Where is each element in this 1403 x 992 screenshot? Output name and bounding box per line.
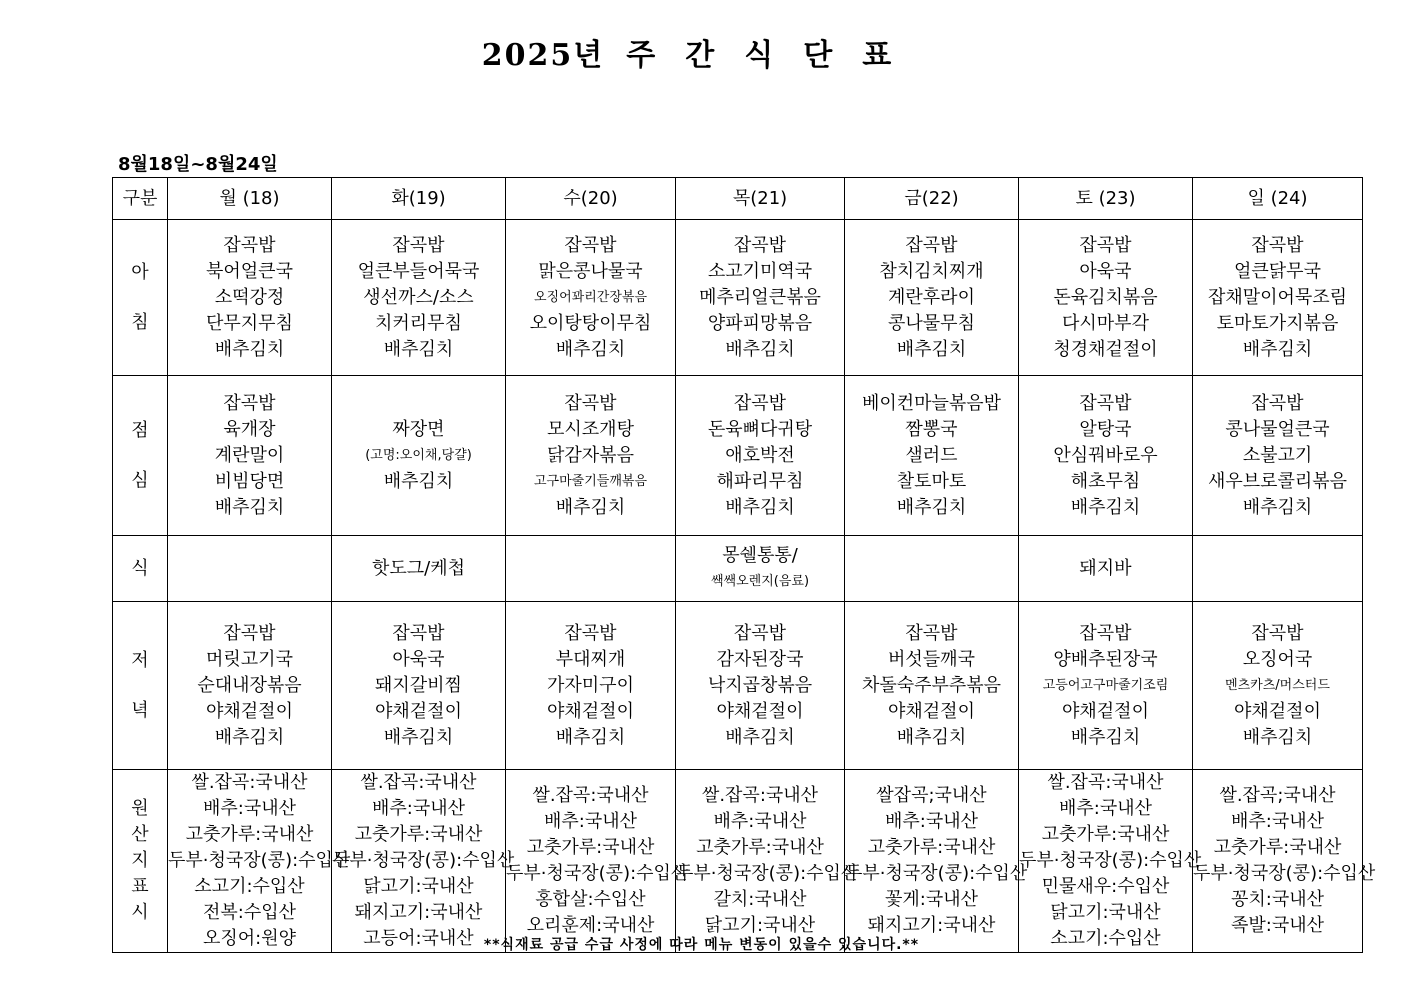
menu-item: 잡곡밥 xyxy=(905,622,958,644)
menu-item: 아욱국 xyxy=(1079,260,1132,282)
breakfast-cell-fri xyxy=(845,220,1019,376)
page-title xyxy=(0,30,1403,74)
dinner-cell-wed xyxy=(506,602,676,770)
menu-item: 감자된장국 xyxy=(716,648,804,670)
menu-item: 해초무침 xyxy=(1070,470,1141,492)
menu-item: 안심꿔바로우 xyxy=(1053,444,1158,466)
menu-item: 야채겉절이 xyxy=(888,700,975,722)
menu-item: 참치김치찌개 xyxy=(879,260,984,282)
origin-item: 돼지고기:국내산 xyxy=(354,902,483,923)
menu-item: 차돌숙주부추볶음 xyxy=(861,674,1002,696)
day-header-tue: 화(19) xyxy=(332,178,506,220)
snack-cell-sun xyxy=(1193,536,1363,602)
menu-item: 야채겉절이 xyxy=(1062,700,1149,722)
origin-item: 돼지고기:국내산 xyxy=(867,915,996,936)
title-year: 2025년 xyxy=(481,38,605,73)
origin-cell-thu xyxy=(676,770,859,953)
lunch-cell-fri xyxy=(845,376,1019,536)
menu-item: 잡곡밥 xyxy=(733,622,787,644)
menu-period: 8월18일~8월24일 xyxy=(118,154,278,175)
breakfast-label-1: 아 xyxy=(131,261,149,283)
menu-item: 양파피망볶음 xyxy=(707,312,813,334)
menu-item: 잡곡밥 xyxy=(223,622,276,644)
breakfast-cell-thu xyxy=(676,220,845,376)
lunch-label xyxy=(113,376,168,536)
menu-item: 배추김치 xyxy=(214,726,285,748)
menu-item: 오징어국 xyxy=(1242,648,1313,670)
origin-item: 고춧가루:국내산 xyxy=(1041,824,1170,845)
menu-item: 고구마줄기들깨볶음 xyxy=(533,473,648,489)
origin-item: 족발:국내산 xyxy=(1230,915,1324,936)
menu-item: 새우브로콜리볶음 xyxy=(1207,470,1348,492)
origin-item: 고춧가루:국내산 xyxy=(696,837,824,858)
menu-item: 돈육김치볶음 xyxy=(1053,286,1158,308)
origin-row xyxy=(113,770,1363,953)
menu-item: 야채겉절이 xyxy=(716,700,804,722)
origin-cell-sun xyxy=(1193,770,1376,953)
origin-item: 두부·청국장(콩):수입산 xyxy=(1019,850,1202,871)
menu-item: 샐러드 xyxy=(905,444,958,466)
origin-item: 닭고기:국내산 xyxy=(704,915,816,936)
menu-item: 맑은콩나물국 xyxy=(538,260,643,282)
menu-item: 배추김치 xyxy=(896,726,967,748)
origin-item: 고춧가루:국내산 xyxy=(867,837,996,858)
menu-item: 알탕국 xyxy=(1079,418,1132,440)
snack-cell-thu xyxy=(676,536,845,602)
menu-item: 잡곡밥 xyxy=(223,234,276,256)
origin-item: 쌀.잡곡:국내산 xyxy=(360,772,477,793)
menu-item: 잡채말이어묵조림 xyxy=(1207,286,1348,308)
menu-item: 배추김치 xyxy=(214,496,285,518)
menu-item: 잡곡밥 xyxy=(392,622,445,644)
menu-item: 북어얼큰국 xyxy=(206,260,293,282)
menu-item: 잡곡밥 xyxy=(733,234,787,256)
menu-item: 몽쉘통통/ xyxy=(722,544,798,566)
origin-item: 오징어:원양 xyxy=(202,928,296,949)
menu-item: 단무지무침 xyxy=(206,312,293,334)
menu-item: 배추김치 xyxy=(896,496,967,518)
menu-item: 야채겉절이 xyxy=(375,700,462,722)
dinner-row xyxy=(113,602,1363,770)
dinner-label xyxy=(113,602,168,770)
origin-cell-mon xyxy=(168,770,351,953)
breakfast-cell-mon xyxy=(168,220,332,376)
origin-item: 갈치:국내산 xyxy=(713,889,807,910)
lunch-row xyxy=(113,376,1363,536)
menu-item: 머릿고기국 xyxy=(206,648,293,670)
origin-item: 쌀.잡곡;국내산 xyxy=(1219,785,1336,806)
snack-cell-sat xyxy=(1019,536,1193,602)
lunch-label-2: 심 xyxy=(131,469,149,491)
day-header-sun: 일 (24) xyxy=(1193,178,1363,220)
origin-item: 고춧가루:국내산 xyxy=(185,824,314,845)
origin-item: 고춧가루:국내산 xyxy=(526,837,655,858)
menu-item: 배추김치 xyxy=(1242,338,1313,360)
menu-item: 계란말이 xyxy=(214,444,285,466)
snack-cell-wed xyxy=(506,536,676,602)
origin-label-3: 지 xyxy=(131,850,149,871)
menu-item: 배추김치 xyxy=(1242,496,1313,518)
menu-item: 배추김치 xyxy=(725,726,795,748)
day-header-thu: 목(21) xyxy=(676,178,845,220)
lunch-cell-sun xyxy=(1193,376,1363,536)
lunch-cell-mon xyxy=(168,376,332,536)
dinner-cell-sun xyxy=(1193,602,1363,770)
dinner-cell-sat xyxy=(1019,602,1193,770)
breakfast-cell-sat xyxy=(1019,220,1193,376)
menu-item: 계란후라이 xyxy=(888,286,975,308)
menu-item: 배추김치 xyxy=(214,338,285,360)
menu-item: 해파리무침 xyxy=(716,470,804,492)
menu-item: 순대내장볶음 xyxy=(197,674,302,696)
menu-item: 배추김치 xyxy=(725,338,795,360)
breakfast-label-2: 침 xyxy=(131,311,149,333)
menu-item: 배추김치 xyxy=(555,338,626,360)
lunch-cell-sat xyxy=(1019,376,1193,536)
origin-item: 배추:국내산 xyxy=(202,798,296,819)
breakfast-cell-tue xyxy=(332,220,506,376)
menu-item: 배추김치 xyxy=(555,726,626,748)
dinner-cell-mon xyxy=(168,602,332,770)
menu-item: 소불고기 xyxy=(1242,444,1313,466)
breakfast-cell-wed xyxy=(506,220,676,376)
menu-item: 잡곡밥 xyxy=(1251,392,1304,414)
menu-item: 고등어고구마줄기조림 xyxy=(1042,677,1169,693)
menu-item: 잡곡밥 xyxy=(223,392,276,414)
origin-item: 두부·청국장(콩):수입산 xyxy=(676,863,859,884)
menu-item: 찰토마토 xyxy=(896,470,967,492)
menu-item: 소고기미역국 xyxy=(707,260,813,282)
origin-cell-fri xyxy=(845,770,1028,953)
origin-item: 닭고기:국내산 xyxy=(1050,902,1161,923)
menu-item: 야채겉절이 xyxy=(1234,700,1321,722)
origin-item: 쌀.잡곡:국내산 xyxy=(532,785,649,806)
menu-item: 부대찌개 xyxy=(555,648,626,670)
origin-item: 배추:국내산 xyxy=(884,811,978,832)
menu-item: 가자미구이 xyxy=(547,674,634,696)
origin-item: 두부·청국장(콩):수입산 xyxy=(1193,863,1376,884)
menu-item: 돈육뼈다귀탕 xyxy=(707,418,813,440)
origin-cell-sat xyxy=(1019,770,1202,953)
menu-item: 청경채겉절이 xyxy=(1053,338,1158,360)
corner-label: 구분 xyxy=(113,178,168,220)
day-header-fri: 금(22) xyxy=(845,178,1019,220)
menu-item: 베이컨마늘볶음밥 xyxy=(861,392,1002,414)
menu-item: 오이탕탕이무침 xyxy=(529,312,652,334)
menu-item: 잡곡밥 xyxy=(392,234,445,256)
menu-item: 소떡강정 xyxy=(214,286,285,308)
snack-label-1: 식 xyxy=(131,557,149,579)
lunch-cell-thu xyxy=(676,376,845,536)
menu-item: 잡곡밥 xyxy=(1251,622,1304,644)
menu-item: 육개장 xyxy=(223,418,276,440)
menu-item: 얼큰닭무국 xyxy=(1234,260,1321,282)
origin-item: 닭고기:국내산 xyxy=(363,876,474,897)
menu-item: 잡곡밥 xyxy=(733,392,787,414)
lunch-cell-tue xyxy=(332,376,506,536)
breakfast-label xyxy=(113,220,168,376)
origin-item: 배추:국내산 xyxy=(1058,798,1152,819)
origin-item: 고춧가루:국내산 xyxy=(354,824,483,845)
breakfast-cell-sun xyxy=(1193,220,1363,376)
origin-label xyxy=(113,770,168,953)
origin-item: 민물새우:수입산 xyxy=(1041,876,1170,897)
menu-item: 배추김치 xyxy=(383,726,454,748)
origin-item: 홍합살:수입산 xyxy=(535,889,646,910)
origin-item: 소고기:수입산 xyxy=(194,876,305,897)
menu-item: 토마토가지볶음 xyxy=(1216,312,1339,334)
menu-item: 얼큰부들어묵국 xyxy=(357,260,480,282)
origin-item: 두부·청국장(콩):수입산 xyxy=(168,850,351,871)
origin-label-4: 표 xyxy=(131,876,149,897)
menu-item: 잡곡밥 xyxy=(564,392,617,414)
weekly-menu-table xyxy=(112,177,1376,953)
dinner-cell-thu xyxy=(676,602,845,770)
day-header-wed: 수(20) xyxy=(506,178,676,220)
dinner-cell-fri xyxy=(845,602,1019,770)
snack-cell-tue xyxy=(332,536,506,602)
dinner-label-1: 저 xyxy=(131,649,149,671)
snack-cell-mon xyxy=(168,536,332,602)
origin-item: 두부·청국장(콩):수입산 xyxy=(845,863,1028,884)
header-row xyxy=(113,178,1363,220)
origin-label-1: 원 xyxy=(131,798,149,819)
menu-item: 아욱국 xyxy=(392,648,445,670)
dinner-cell-tue xyxy=(332,602,506,770)
origin-item: 오리훈제:국내산 xyxy=(526,915,655,936)
breakfast-row xyxy=(113,220,1363,376)
menu-item: 비빔당면 xyxy=(214,470,285,492)
menu-item: 모시조개탕 xyxy=(547,418,634,440)
menu-item: 돼지갈비찜 xyxy=(375,674,462,696)
menu-item: 잡곡밥 xyxy=(564,622,617,644)
menu-item: 버섯들깨국 xyxy=(888,648,975,670)
menu-item: 배추김치 xyxy=(725,496,795,518)
menu-item: 치커리무침 xyxy=(375,312,462,334)
menu-item: 양배추된장국 xyxy=(1053,648,1158,670)
origin-item: 쌀.잡곡:국내산 xyxy=(1047,772,1164,793)
origin-label-2: 산 xyxy=(131,824,149,845)
origin-cell-tue xyxy=(332,770,515,953)
menu-item: 잡곡밥 xyxy=(1079,234,1132,256)
menu-item: 잡곡밥 xyxy=(1079,622,1132,644)
menu-item: 배추김치 xyxy=(383,470,454,492)
origin-item: 배추:국내산 xyxy=(371,798,465,819)
menu-item: 배추김치 xyxy=(555,496,626,518)
origin-item: 배추:국내산 xyxy=(1230,811,1324,832)
menu-item: 잡곡밥 xyxy=(1079,392,1132,414)
menu-item: 짜장면 xyxy=(392,418,445,440)
snack-label xyxy=(113,536,168,602)
origin-item: 소고기:수입산 xyxy=(1050,928,1161,949)
menu-item: 돼지바 xyxy=(1079,557,1132,579)
origin-item: 두부·청국장(콩):수입산 xyxy=(506,863,689,884)
menu-item: 핫도그/케첩 xyxy=(371,557,465,579)
menu-item: 다시마부각 xyxy=(1062,312,1149,334)
menu-item: 쌕쌕오렌지(음료) xyxy=(710,573,810,589)
menu-item: 배추김치 xyxy=(896,338,967,360)
menu-item: 배추김치 xyxy=(1070,726,1141,748)
origin-item: 두부·청국장(콩):수입산 xyxy=(332,850,515,871)
origin-item: 쌀잡곡;국내산 xyxy=(876,785,987,806)
title-text: 주간식단표 xyxy=(626,38,922,73)
menu-item: 야채겉절이 xyxy=(206,700,293,722)
dinner-label-2: 녁 xyxy=(131,699,149,721)
origin-item: 배추:국내산 xyxy=(543,811,637,832)
menu-item: 야채겉절이 xyxy=(547,700,634,722)
snack-cell-fri xyxy=(845,536,1019,602)
menu-item: 멘츠카츠/머스터드 xyxy=(1225,677,1330,693)
menu-item: 낙지곱창볶음 xyxy=(707,674,813,696)
menu-item: 콩나물얼큰국 xyxy=(1225,418,1330,440)
menu-item: 오징어꽈리간장볶음 xyxy=(533,289,648,305)
origin-item: 꽃게:국내산 xyxy=(884,889,978,910)
menu-item: 배추김치 xyxy=(1242,726,1313,748)
menu-item: 배추김치 xyxy=(383,338,454,360)
menu-item: 닭감자볶음 xyxy=(547,444,634,466)
origin-cell-wed xyxy=(506,770,689,953)
footer-notice: **식재료 공급 수급 사정에 따라 메뉴 변동이 있을수 있습니다.** xyxy=(483,937,920,953)
day-header-mon: 월 (18) xyxy=(168,178,332,220)
lunch-label-1: 점 xyxy=(131,419,149,441)
origin-item: 꽁치:국내산 xyxy=(1230,889,1324,910)
origin-item: 쌀.잡곡:국내산 xyxy=(191,772,308,793)
menu-item: 애호박전 xyxy=(725,444,795,466)
origin-item: 배추:국내산 xyxy=(713,811,807,832)
snack-row xyxy=(113,536,1363,602)
menu-item: 잡곡밥 xyxy=(1251,234,1304,256)
menu-item: 잡곡밥 xyxy=(905,234,958,256)
lunch-cell-wed xyxy=(506,376,676,536)
origin-item: 쌀.잡곡:국내산 xyxy=(701,785,819,806)
menu-item: 배추김치 xyxy=(1070,496,1141,518)
menu-item: 콩나물무침 xyxy=(888,312,975,334)
origin-item: 전복:수입산 xyxy=(202,902,296,923)
origin-label-5: 시 xyxy=(131,902,149,923)
menu-item: (고명:오이채,당걀) xyxy=(365,447,472,463)
menu-item: 짬뽕국 xyxy=(905,418,958,440)
menu-item: 잡곡밥 xyxy=(564,234,617,256)
origin-item: 고춧가루:국내산 xyxy=(1213,837,1342,858)
day-header-sat: 토 (23) xyxy=(1019,178,1193,220)
menu-item: 메추리얼큰볶음 xyxy=(699,286,821,308)
origin-item: 고등어:국내산 xyxy=(363,928,474,949)
menu-item: 생선까스/소스 xyxy=(363,286,474,308)
